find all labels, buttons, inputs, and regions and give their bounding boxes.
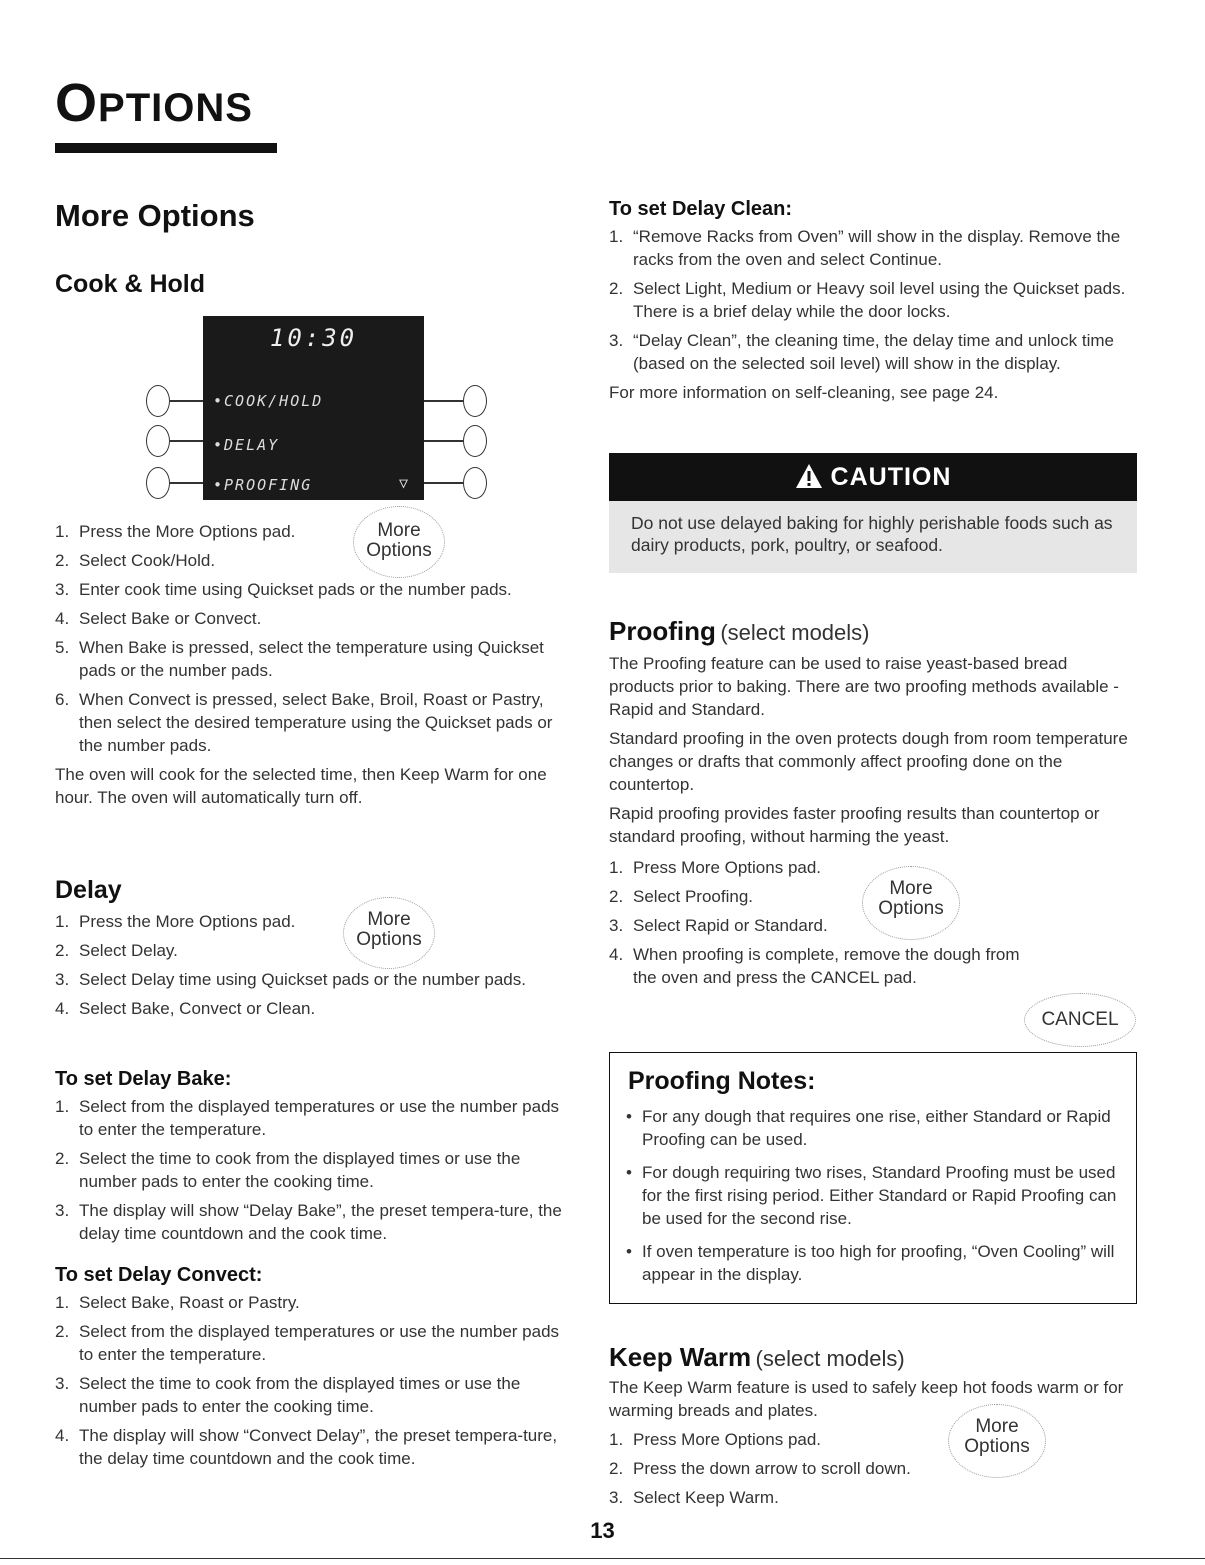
down-arrow-icon: ▽ bbox=[399, 474, 411, 492]
list-item: 1. Press More Options pad. bbox=[609, 1430, 822, 1449]
proofing-notes-title: Proofing Notes: bbox=[628, 1067, 816, 1095]
connector-line bbox=[424, 400, 463, 402]
proofing-body bbox=[609, 652, 1134, 995]
more-options-pad: More Options bbox=[353, 506, 445, 578]
display-item-cook-hold: •COOK/HOLD bbox=[213, 392, 324, 410]
list-item: 3. Select the time to cook from the displayed times or use the number pads to enter the cooking time. bbox=[55, 1374, 521, 1416]
connector-line bbox=[170, 482, 203, 484]
display-side-button-right-3 bbox=[463, 467, 487, 499]
title-underline bbox=[55, 143, 277, 153]
proofing-notes-box bbox=[609, 1052, 1137, 1304]
list-item: 4. Select Bake or Convect. bbox=[55, 609, 262, 628]
display-time: 10:30 bbox=[269, 324, 358, 352]
caution-label: CAUTION bbox=[830, 463, 952, 491]
proofing-subtitle: (select models) bbox=[720, 620, 870, 645]
list-item: 2. Select the time to cook from the displayed times or use the number pads to enter the cooking time. bbox=[55, 1149, 521, 1191]
heading-delay-clean: To set Delay Clean: bbox=[609, 198, 793, 220]
list-item: 2. Select Delay. bbox=[55, 941, 178, 960]
connector-line bbox=[424, 440, 463, 442]
keep-warm-title: Keep Warm bbox=[609, 1342, 752, 1372]
caution-text: Do not use delayed baking for highly perishable foods such as dairy products, pork, poultry, or seafood. bbox=[631, 513, 1113, 555]
keep-warm-body bbox=[609, 1376, 1134, 1515]
list-item: 4. When proofing is complete, remove the dough from the oven and press the CANCEL pad. bbox=[609, 945, 1020, 987]
list-item: 4. The display will show “Convect Delay”, the preset tempera-ture, the delay time countdown and the cook time. bbox=[55, 1426, 558, 1468]
footer-rule bbox=[0, 1558, 1205, 1559]
page-number: 13 bbox=[590, 1518, 615, 1543]
display-side-button-left-3 bbox=[146, 467, 170, 499]
caution-body bbox=[609, 501, 1137, 573]
caution-header bbox=[609, 453, 1137, 501]
heading-keep-warm bbox=[609, 1342, 905, 1373]
delay-bake-steps bbox=[55, 1095, 575, 1251]
list-item: 3. “Delay Clean”, the cleaning time, the delay time and unlock time (based on the selected soil level) will show in the display. bbox=[609, 331, 1114, 373]
keep-warm-subtitle: (select models) bbox=[755, 1346, 905, 1371]
list-item: 3. Select Keep Warm. bbox=[609, 1488, 779, 1507]
list-item: 1. Select from the displayed temperatures or use the number pads to enter the temperature. bbox=[55, 1097, 560, 1139]
list-item: • For any dough that requires one rise, either Standard or Rapid Proofing can be used. bbox=[626, 1107, 1111, 1149]
list-item: 1. Press the More Options pad. bbox=[55, 912, 296, 931]
list-item: • If oven temperature is too high for proofing, “Oven Cooling” will appear in the display. bbox=[626, 1242, 1115, 1284]
list-item: 2. Select Light, Medium or Heavy soil level using the Quickset pads. There is a brief delay while the door locks. bbox=[609, 279, 1126, 321]
page-title-initial: O bbox=[55, 73, 99, 133]
display-side-button-right-1 bbox=[463, 385, 487, 417]
connector-line bbox=[170, 440, 203, 442]
heading-delay: Delay bbox=[55, 876, 122, 904]
connector-line bbox=[170, 400, 203, 402]
page-title bbox=[55, 72, 253, 134]
display-side-button-right-2 bbox=[463, 425, 487, 457]
heading-cook-hold: Cook & Hold bbox=[55, 270, 205, 298]
delay-convect-steps bbox=[55, 1291, 575, 1476]
list-item: 1. Press the More Options pad. bbox=[55, 522, 296, 541]
list-item: 2. Select from the displayed temperatures or use the number pads to enter the temperature. bbox=[55, 1322, 560, 1364]
display-side-button-left-2 bbox=[146, 425, 170, 457]
connector-line bbox=[424, 482, 463, 484]
cook-hold-note: The oven will cook for the selected time, then Keep Warm for one hour. The oven will automatically turn off. bbox=[55, 765, 547, 807]
delay-clean-note: For more information on self-cleaning, see page 24. bbox=[609, 383, 999, 402]
warning-triangle-icon bbox=[795, 463, 823, 496]
list-item: • For dough requiring two rises, Standard Proofing must be used for the first rising period. Either Standard or Rapid Proofing can be used for the second rise. bbox=[626, 1163, 1117, 1228]
proofing-paragraph: The Proofing feature can be used to raise yeast-based bread products prior to baking. There are two proofing methods available - Rapid and Standard. bbox=[609, 654, 1119, 719]
more-options-pad: More Options bbox=[862, 866, 960, 940]
display-item-proofing: •PROOFING bbox=[213, 476, 313, 494]
list-item: 3. Select Delay time using Quickset pads or the number pads. bbox=[55, 970, 526, 989]
display-item-delay: •DELAY bbox=[213, 436, 280, 454]
cancel-pad: CANCEL bbox=[1024, 993, 1136, 1047]
heading-proofing bbox=[609, 616, 869, 647]
list-item: 3. Select Rapid or Standard. bbox=[609, 916, 828, 935]
keep-warm-paragraph: The Keep Warm feature is used to safely keep hot foods warm or for warming breads and plates. bbox=[609, 1378, 1124, 1420]
oven-display-illustration bbox=[203, 316, 424, 500]
page-title-rest: PTIONS bbox=[98, 86, 253, 130]
list-item: 2. Press the down arrow to scroll down. bbox=[609, 1459, 911, 1478]
proofing-paragraph: Standard proofing in the oven protects dough from room temperature changes or drafts that commonly affect proofing done on the countertop. bbox=[609, 729, 1128, 794]
more-options-pad: More Options bbox=[343, 897, 435, 969]
cook-hold-steps bbox=[55, 520, 575, 809]
list-item: 2. Select Cook/Hold. bbox=[55, 551, 216, 570]
list-item: 1. Press More Options pad. bbox=[609, 858, 822, 877]
heading-delay-bake: To set Delay Bake: bbox=[55, 1068, 232, 1090]
delay-clean-steps bbox=[609, 225, 1139, 404]
delay-steps bbox=[55, 910, 575, 1026]
proofing-paragraph: Rapid proofing provides faster proofing results than countertop or standard proofing, without harming the yeast. bbox=[609, 804, 1100, 846]
list-item: 4. Select Bake, Convect or Clean. bbox=[55, 999, 316, 1018]
list-item: 6. When Convect is pressed, select Bake, Broil, Roast or Pastry, then select the desired temperature using the Quickset pads or the number pads. bbox=[55, 690, 553, 755]
heading-delay-convect: To set Delay Convect: bbox=[55, 1264, 263, 1286]
more-options-pad: More Options bbox=[948, 1404, 1046, 1478]
section-title-more-options: More Options bbox=[55, 198, 255, 233]
proofing-title: Proofing bbox=[609, 616, 716, 646]
list-item: 5. When Bake is pressed, select the temperature using Quickset pads or the number pads. bbox=[55, 638, 544, 680]
list-item: 1. Select Bake, Roast or Pastry. bbox=[55, 1293, 300, 1312]
list-item: 1. “Remove Racks from Oven” will show in the display. Remove the racks from the oven and select Continue. bbox=[609, 227, 1121, 269]
list-item: 3. The display will show “Delay Bake”, the preset tempera-ture, the delay time countdown and the cook time. bbox=[55, 1201, 562, 1243]
display-side-button-left-1 bbox=[146, 385, 170, 417]
list-item: 2. Select Proofing. bbox=[609, 887, 754, 906]
list-item: 3. Enter cook time using Quickset pads or the number pads. bbox=[55, 580, 512, 599]
